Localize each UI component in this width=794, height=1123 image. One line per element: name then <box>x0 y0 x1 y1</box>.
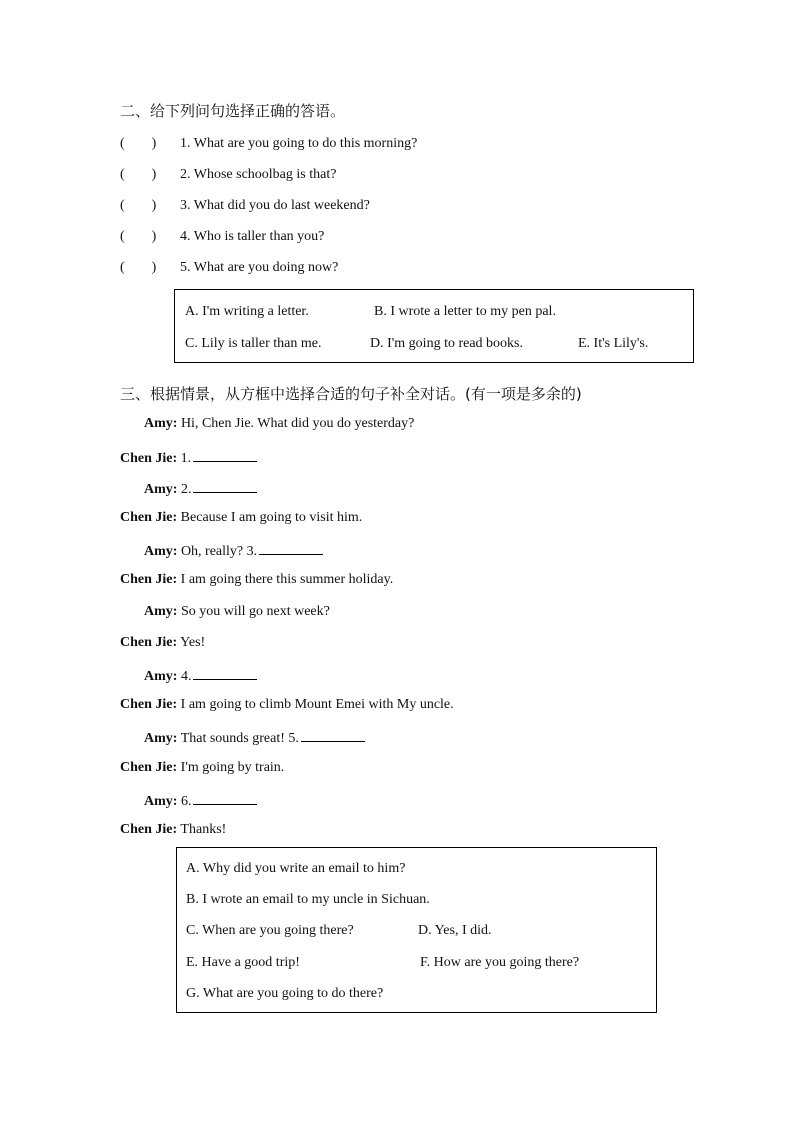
question-4 <box>120 229 324 245</box>
option-g: G. What are you going to do there? <box>186 986 384 1001</box>
option-b: B. I wrote an email to my uncle in Sichuan. <box>186 892 430 907</box>
line-text: 4. <box>180 669 192 684</box>
answer-blank[interactable]: ( ) <box>120 260 157 275</box>
fill-blank-5[interactable] <box>301 728 365 742</box>
line-text: 2. <box>180 482 192 497</box>
question-1 <box>120 136 417 152</box>
speaker-chen-jie: Chen Jie: <box>120 572 178 587</box>
line-text: That sounds great! 5. <box>180 731 299 746</box>
question-2 <box>120 167 336 183</box>
dialogue-line-3 <box>144 479 257 498</box>
line-text: Oh, really? 3. <box>180 544 258 559</box>
speaker-amy: Amy: <box>144 669 178 684</box>
speaker-chen-jie: Chen Jie: <box>120 697 178 712</box>
dialogue-line-5 <box>144 541 323 560</box>
dialogue-line-4 <box>120 510 362 526</box>
line-text: So you will go next week? <box>180 604 330 619</box>
speaker-amy: Amy: <box>144 794 178 809</box>
question-5 <box>120 260 338 276</box>
question-text: 3. What did you do last weekend? <box>180 198 370 213</box>
speaker-amy: Amy: <box>144 544 178 559</box>
line-text: 1. <box>180 451 192 466</box>
fill-blank-6[interactable] <box>193 791 257 805</box>
option-a: A. I'm writing a letter. <box>185 304 309 319</box>
section-3-title: 三、根据情景，从方框中选择合适的句子补全对话。(有一项是多余的) <box>120 385 582 403</box>
dialogue-line-10 <box>120 697 454 713</box>
dialogue-line-13 <box>144 791 257 810</box>
line-text: I'm going by train. <box>180 760 285 775</box>
option-d: D. I'm going to read books. <box>370 336 524 351</box>
speaker-chen-jie: Chen Jie: <box>120 760 178 775</box>
dialogue-line-1 <box>144 416 414 432</box>
option-e: E. It's Lily's. <box>578 336 649 351</box>
dialogue-line-7 <box>144 604 330 620</box>
fill-blank-3[interactable] <box>259 541 323 555</box>
speaker-chen-jie: Chen Jie: <box>120 822 178 837</box>
option-c: C. Lily is taller than me. <box>185 336 322 351</box>
dialogue-line-14 <box>120 822 226 838</box>
line-text: Hi, Chen Jie. What did you do yesterday? <box>180 416 415 431</box>
answer-options-box <box>174 289 694 363</box>
dialogue-line-11 <box>144 728 365 747</box>
answer-blank[interactable]: ( ) <box>120 167 157 182</box>
option-b: B. I wrote a letter to my pen pal. <box>374 304 556 319</box>
option-f: F. How are you going there? <box>420 955 580 970</box>
line-text: Thanks! <box>180 822 227 837</box>
fill-blank-1[interactable] <box>193 448 257 462</box>
dialogue-line-8 <box>120 635 205 651</box>
line-text: Yes! <box>180 635 206 650</box>
line-text: Because I am going to visit him. <box>180 510 363 525</box>
dialogue-line-9 <box>144 666 257 685</box>
section-2-title: 二、给下列问句选择正确的答语。 <box>120 102 346 120</box>
option-d: D. Yes, I did. <box>418 923 492 938</box>
dialogue-line-2 <box>120 448 257 467</box>
fill-blank-4[interactable] <box>193 666 257 680</box>
dialogue-line-12 <box>120 760 284 776</box>
fill-blank-2[interactable] <box>193 479 257 493</box>
speaker-chen-jie: Chen Jie: <box>120 635 178 650</box>
question-text: 4. Who is taller than you? <box>180 229 325 244</box>
speaker-amy: Amy: <box>144 731 178 746</box>
answer-blank[interactable]: ( ) <box>120 229 157 244</box>
question-text: 2. Whose schoolbag is that? <box>180 167 337 182</box>
option-c: C. When are you going there? <box>186 923 354 938</box>
speaker-amy: Amy: <box>144 482 178 497</box>
answer-blank[interactable]: ( ) <box>120 198 157 213</box>
speaker-amy: Amy: <box>144 416 178 431</box>
dialogue-options-box <box>176 847 657 1013</box>
line-text: I am going there this summer holiday. <box>180 572 394 587</box>
option-e: E. Have a good trip! <box>186 955 300 970</box>
speaker-amy: Amy: <box>144 604 178 619</box>
line-text: I am going to climb Mount Emei with My uncle. <box>180 697 454 712</box>
dialogue-line-6 <box>120 572 393 588</box>
option-a: A. Why did you write an email to him? <box>186 861 406 876</box>
speaker-chen-jie: Chen Jie: <box>120 451 178 466</box>
question-text: 1. What are you going to do this morning? <box>180 136 418 151</box>
question-text: 5. What are you doing now? <box>180 260 339 275</box>
question-3 <box>120 198 370 214</box>
answer-blank[interactable]: ( ) <box>120 136 157 151</box>
speaker-chen-jie: Chen Jie: <box>120 510 178 525</box>
line-text: 6. <box>180 794 192 809</box>
